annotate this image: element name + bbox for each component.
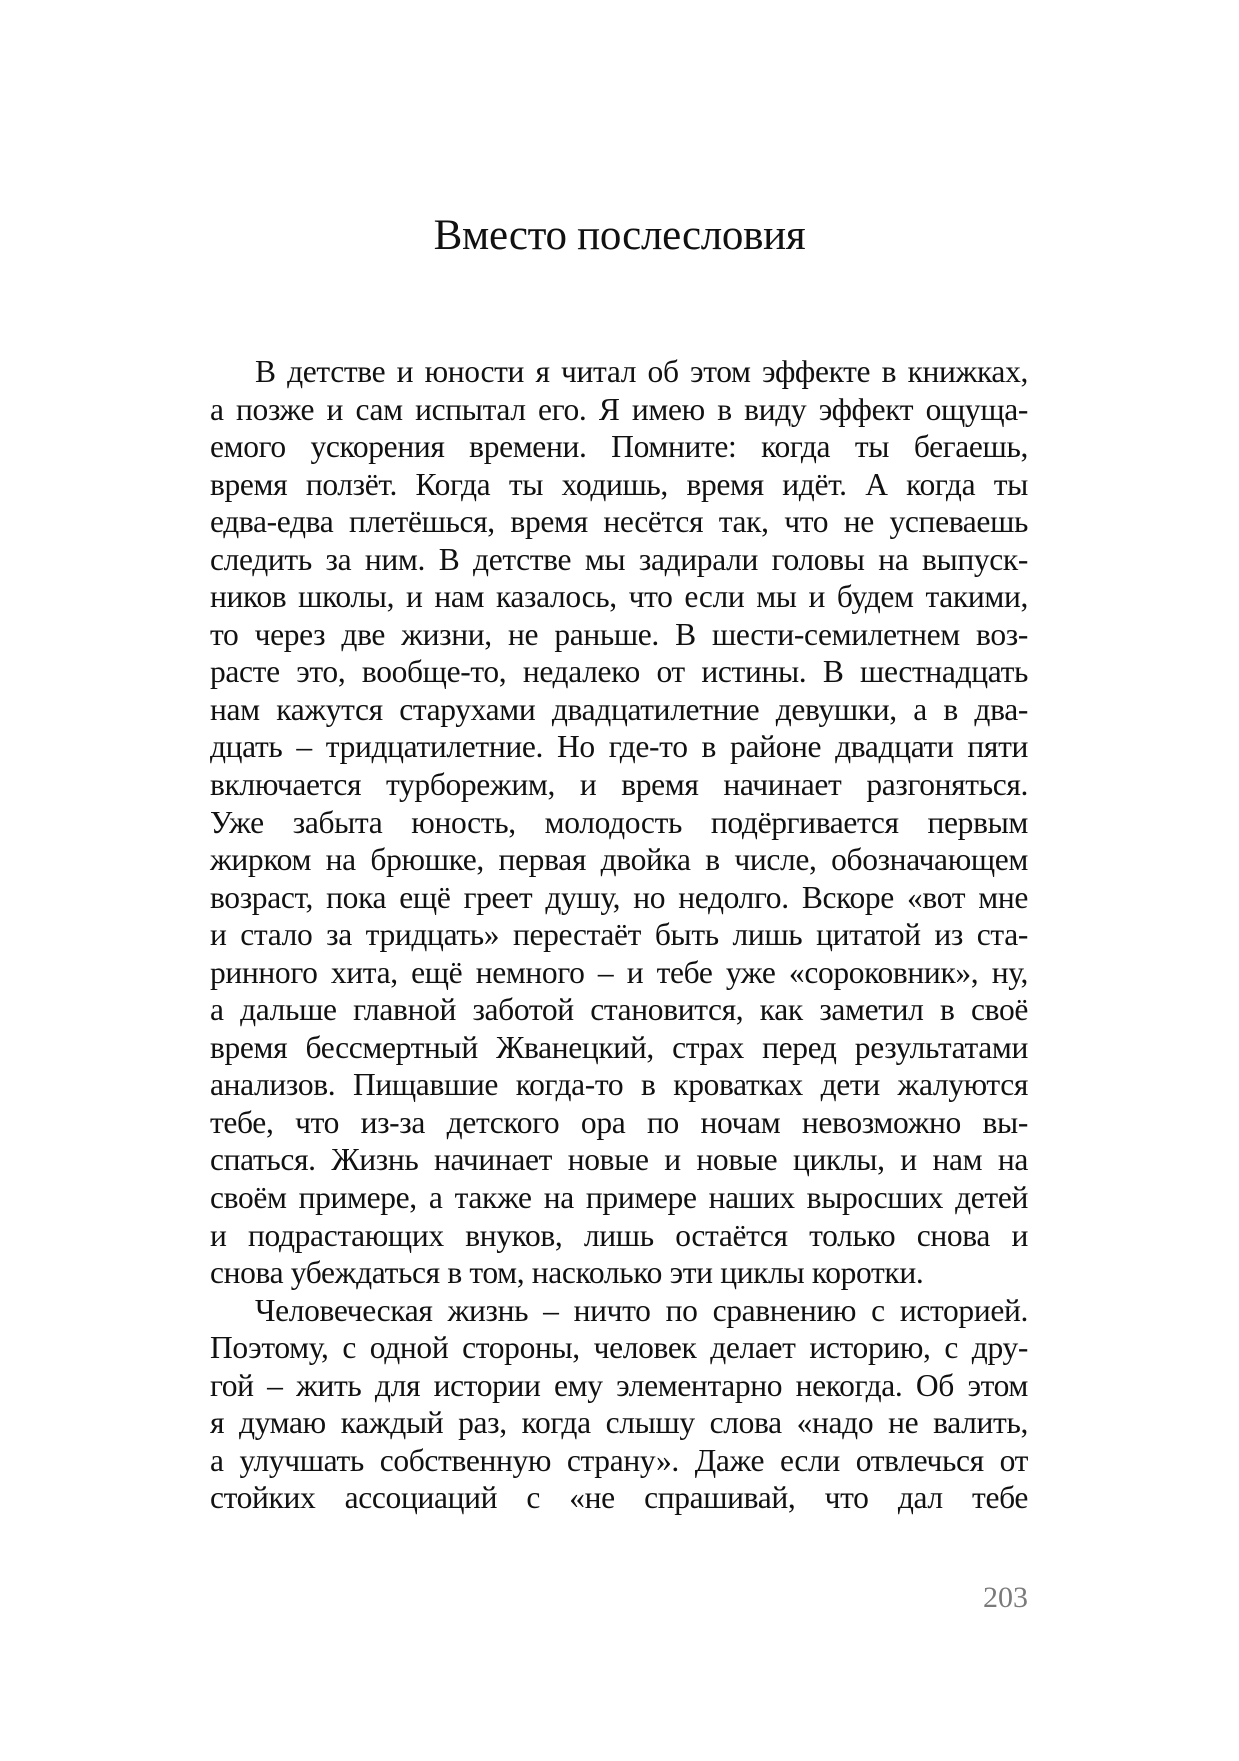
text-line: нам кажутся старухами двадцатилетние девушки, а в два- — [210, 691, 1028, 727]
text-line: жирком на брюшке, первая двойка в числе, обозначающем — [210, 842, 1028, 878]
chapter-title: Вместо послесловия — [433, 212, 806, 259]
body-text — [210, 353, 1028, 1517]
text-line: дцать – тридцатилетние. Но где-то в районе двадцати пяти — [210, 729, 1028, 765]
text-line: емого ускорения времени. Помните: когда ты бегаешь, — [210, 429, 1028, 465]
paragraph — [210, 353, 1028, 1292]
text-line: а позже и сам испытал его. Я имею в виду эффект ощуща- — [210, 391, 1028, 427]
page-number: 203 — [983, 1581, 1028, 1614]
text-line: Поэтому, с одной стороны, человек делает историю, с дру- — [210, 1330, 1028, 1366]
text-line: то через две жизни, не раньше. В шести-семилетнем воз- — [210, 616, 1028, 652]
text-line: Человеческая жизнь – ничто по сравнению с историей. — [255, 1292, 1028, 1328]
text-line: а улучшать собственную страну». Даже если отвлечься от — [210, 1442, 1028, 1478]
text-line: следить за ним. В детстве мы задирали головы на выпуск- — [210, 541, 1028, 577]
text-line: а дальше главной заботой становится, как заметил в своё — [210, 992, 1028, 1028]
text-line: спаться. Жизнь начинает новые и новые циклы, и нам на — [210, 1142, 1028, 1178]
text-line: анализов. Пищавшие когда-то в кроватках дети жалуются — [210, 1067, 1028, 1103]
text-line: возраст, пока ещё греет душу, но недолго. Вскоре «вот мне — [210, 879, 1028, 915]
text-line: едва-едва плетёшься, время несётся так, что не успеваешь — [210, 504, 1028, 540]
text-line: гой – жить для истории ему элементарно некогда. Об этом — [210, 1367, 1028, 1403]
text-line: ников школы, и нам казалось, что если мы и будем такими, — [210, 579, 1028, 615]
text-line: и стало за тридцать» перестаёт быть лишь цитатой из ста- — [210, 917, 1028, 953]
text-line: включается турборежим, и время начинает разгоняться. — [210, 767, 1028, 803]
text-line: В детстве и юности я читал об этом эффекте в книжках, — [255, 354, 1028, 389]
text-line: время ползёт. Когда ты ходишь, время идёт. А когда ты — [210, 466, 1028, 502]
text-line: тебе, что из-за детского ора по ночам невозможно вы- — [210, 1104, 1028, 1140]
text-line: время бессмертный Жванецкий, страх перед результатами — [210, 1029, 1028, 1065]
text-line: снова убеждаться в том, насколько эти циклы коротки. — [210, 1255, 924, 1291]
paragraph — [210, 1292, 1028, 1517]
text-line: своём примере, а также на примере наших выросших детей — [210, 1180, 1028, 1216]
text-line: расте это, вообще-то, недалеко от истины. В шестнадцать — [210, 654, 1028, 690]
text-line: ринного хита, ещё немного – и тебе уже «сороковник», ну, — [210, 954, 1028, 990]
text-line: стойких ассоциаций с «не спрашивай, что дал тебе — [210, 1480, 1028, 1516]
text-line: я думаю каждый раз, когда слышу слова «надо не валить, — [210, 1405, 1028, 1441]
text-line: и подрастающих внуков, лишь остаётся только снова и — [210, 1217, 1028, 1253]
text-line: Уже забыта юность, молодость подёргивается первым — [210, 804, 1028, 840]
